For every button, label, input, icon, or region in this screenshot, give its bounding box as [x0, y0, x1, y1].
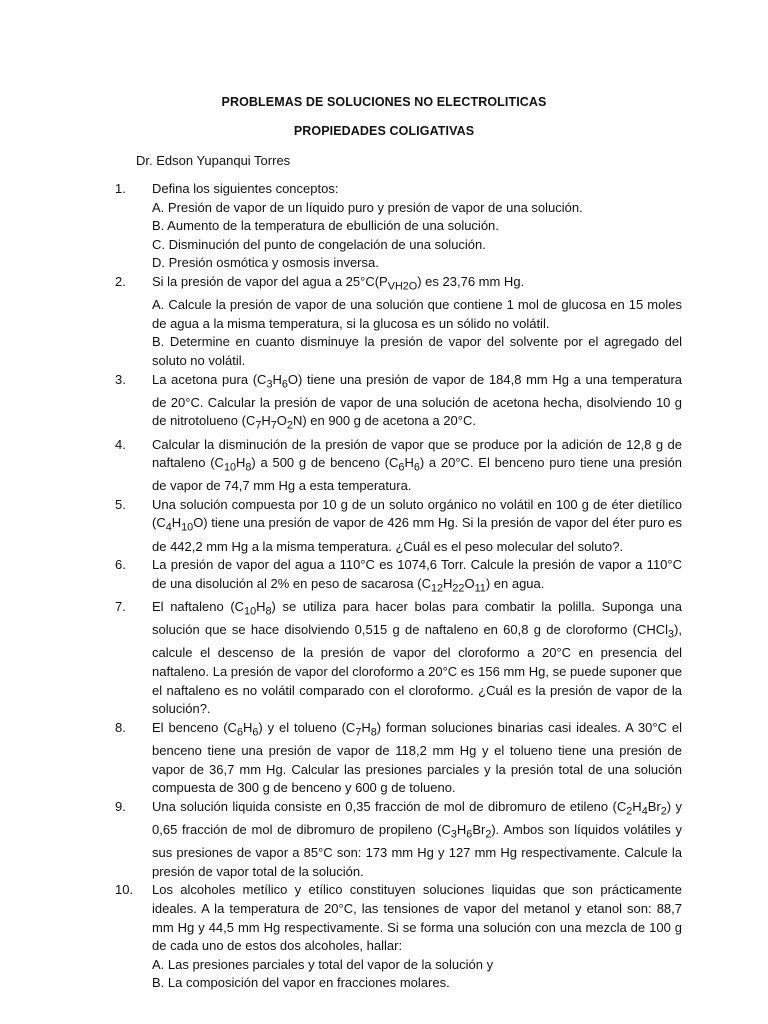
problem-line: La presión de vapor del agua a 110°C es 1074,6 Torr. Calcule la presión de vapor a 110°C de una disolución al 2% en peso de sacarosa $(C_{12}H_{22}O_{11})$ en agua.	[152, 557, 682, 595]
problem-line: Defina los siguientes conceptos:	[152, 181, 339, 196]
problem-line: La acetona pura $(C_3H_6O)$ tiene una presión de vapor de 184,8 mm Hg a una temperatura de 20°C. Calcular la presión de vapor de una solución de acetona hecha, disolviendo 10 g de nitrotolueno $(C_7H_7O_2N)$ en 900 g de acetona a 20°C.	[152, 371, 682, 432]
problem-number: 5.	[115, 496, 126, 512]
problem-text	[152, 881, 682, 993]
document-title: PROBLEMAS DE SOLUCIONES NO ELECTROLITICAS	[221, 95, 547, 109]
problem-text	[152, 556, 682, 598]
problem-line: Los alcoholes metílico y etílico constituyen soluciones liquidas que son prácticamente ideales. A la temperatura de 20°C, las tensiones de vapor del metanol y etanol son: 88,7 mm Hg y 44,5 mm Hg respectivamente. Si se forma una solución con una mezcla de 100 g de cada uno de estos dos alcoholes, hallar:	[152, 882, 682, 954]
problem-text	[152, 436, 682, 496]
problem-text	[152, 598, 682, 719]
problem-text	[152, 371, 682, 436]
problem-line: Una solución compuesta por 10 g de un soluto orgánico no volátil en 100 g de éter dietílico $(C_4H_{10}O)$ tiene una presión de vapor de 426 mm Hg. Si la presión de vapor del éter puro es de 442,2 mm Hg a la misma temperatura. ¿Cuál es el peso molecular del soluto?.	[152, 496, 682, 554]
problem-number: 6.	[115, 557, 126, 573]
problem-line: B. Determine en cuanto disminuye la presión de vapor del solvente por el agregado del soluto no volátil.	[152, 334, 682, 368]
document-subtitle: PROPIEDADES COLIGATIVAS	[293, 124, 475, 138]
problem-line: Si la presión de vapor del agua a $25^\circ C(P_{VH2O})$ es 23,76 mm Hg.	[152, 273, 525, 293]
problem-number: 2.	[115, 273, 126, 289]
problem-text	[152, 719, 682, 798]
problem-line: A. Las presiones parciales y total del vapor de la solución y	[152, 956, 494, 972]
problem-number: 8.	[115, 719, 126, 735]
problem-item	[0, 371, 768, 436]
problem-item	[0, 798, 768, 882]
problem-text	[152, 798, 682, 882]
problem-number: 1.	[115, 181, 126, 196]
problem-number: 9.	[115, 798, 126, 814]
problem-text	[152, 496, 682, 556]
problem-item	[0, 598, 768, 719]
problem-item	[0, 180, 768, 273]
document-author: Dr. Edson Yupanqui Torres	[136, 153, 291, 168]
problem-line: El benceno $(C_6H_6)$ y el tolueno $(C_7H_8)$ forman soluciones binarias casi ideales. A 30°C el benceno tiene una presión de vapor de 118,2 mm Hg y el tolueno tiene una presión de vapor de 36,7 mm Hg. Calcular las presiones parciales y la presión total de una solución compuesta de 300 g de benceno y 600 g de tolueno.	[152, 719, 682, 796]
problem-text	[152, 180, 682, 273]
problem-line: A. Presión de vapor de un líquido puro y presión de vapor de una solución.	[152, 199, 583, 215]
problem-line: B. La composición del vapor en fracciones molares.	[152, 975, 450, 991]
problem-line: Calcular la disminución de la presión de vapor que se produce por la adición de 12,8 g de naftaleno $(C_{10}H_8)$ a 500 g de benceno $(C_6H_6)$ a 20°C. El benceno puro tiene una presión de vapor de 74,7 mm Hg a esta temperatura.	[152, 436, 682, 494]
problem-number: 10.	[115, 882, 134, 898]
problem-item	[0, 719, 768, 798]
problem-text	[152, 273, 682, 371]
problem-line: El naftaleno $(C_{10}H_8)$ se utiliza para hacer bolas para combatir la polilla. Suponga una solución que se hace disolviendo 0,515 g de naftaleno en 60,8 g de cloroformo (CHCl$_3$), calcule el descenso de la presión de vapor del cloroformo a 20°C en presencia del naftaleno. La presión de vapor del cloroformo a 20°C es 156 mm Hg, se puede suponer que el naftaleno es no volátil comparado con el cloroformo. ¿Cuál es la presión de vapor de la solución?.	[152, 599, 682, 717]
problem-number: 3.	[115, 371, 126, 387]
problem-line: B. Aumento de la temperatura de ebullición de una solución.	[152, 218, 499, 234]
problem-list	[0, 180, 768, 993]
problem-item	[0, 436, 768, 496]
problem-line: C. Disminución del punto de congelación de una solución.	[152, 236, 486, 252]
problem-item	[0, 881, 768, 993]
problem-line: D. Presión osmótica y osmosis inversa.	[152, 255, 379, 271]
problem-item	[0, 496, 768, 556]
problem-number: 4.	[115, 436, 126, 452]
problem-item	[0, 556, 768, 598]
problem-line: A. Calcule la presión de vapor de una solución que contiene 1 mol de glucosa en 15 moles de agua a la misma temperatura, si la glucosa es un sólido no volátil.	[152, 297, 682, 331]
problem-number: 7.	[115, 599, 126, 615]
problem-line: Una solución liquida consiste en 0,35 fracción de mol de dibromuro de etileno $(C_2H_4Br_2)$ y 0,65 fracción de mol de dibromuro de propileno $(C_3H_6Br_2)$. Ambos son líquidos volátiles y sus presiones de vapor a 85°C son: 173 mm Hg y 127 mm Hg respectivamente. Calcule la presión de vapor total de la solución.	[152, 798, 682, 879]
problem-item	[0, 273, 768, 371]
